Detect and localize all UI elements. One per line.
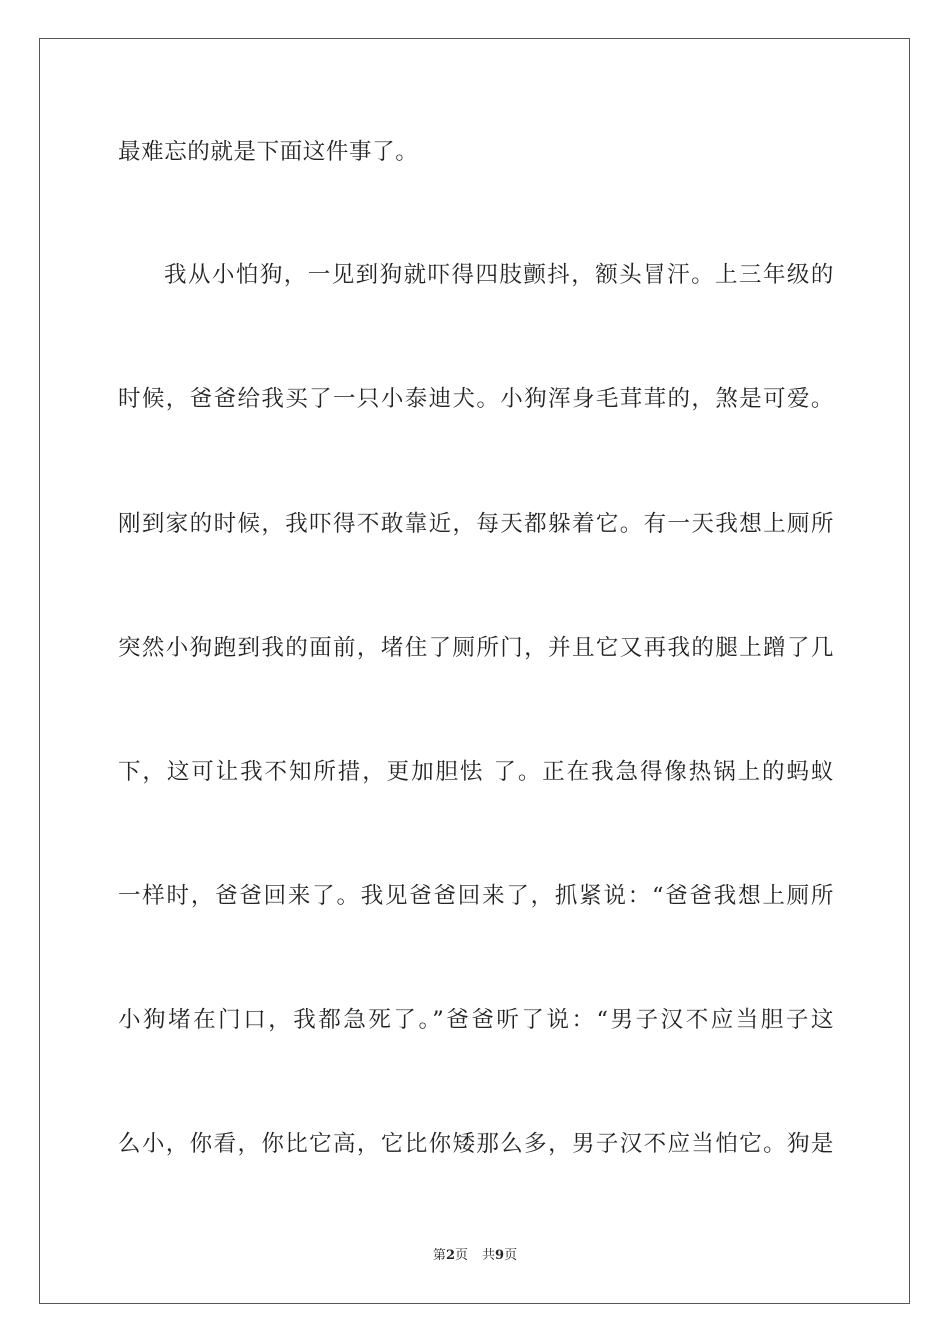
page-footer (0, 1247, 950, 1265)
total-prefix: 共 (482, 1248, 496, 1263)
total-pages: 9 (495, 1248, 505, 1263)
text-line-2: 我从小怕狗，一见到狗就吓得四肢颤抖，额头冒汗。上三年级的 (164, 262, 834, 288)
text-line-1: 最难忘的就是下面这件事了。 (118, 139, 419, 165)
text-line-6: 下，这可让我不知所措，更加胆怯 了。正在我急得像热锅上的蚂蚁 (118, 759, 834, 785)
total-suffix: 页 (504, 1248, 518, 1263)
text-line-5: 突然小狗跑到我的面前，堵住了厕所门，并且它又再我的腿上蹭了几 (118, 635, 834, 661)
text-line-7: 一样时，爸爸回来了。我见爸爸回来了，抓紧说：“爸爸我想上厕所 (118, 883, 834, 909)
text-line-4: 刚到家的时候，我吓得不敢靠近，每天都躲着它。有一天我想上厕所 (118, 511, 834, 537)
text-line-9: 么小，你看，你比它高，它比你矮那么多，男子汉不应当怕它。狗是 (118, 1131, 834, 1157)
text-line-8: 小狗堵在门口，我都急死了。”爸爸听了说：“男子汉不应当胆子这 (118, 1007, 834, 1033)
page-border (39, 38, 910, 1304)
page-suffix: 页 (454, 1248, 468, 1263)
page-prefix: 第 (432, 1248, 446, 1263)
page-number: 2 (445, 1248, 455, 1263)
text-line-3: 时候，爸爸给我买了一只小泰迪犬。小狗浑身毛茸茸的，煞是可爱。 (118, 386, 834, 412)
